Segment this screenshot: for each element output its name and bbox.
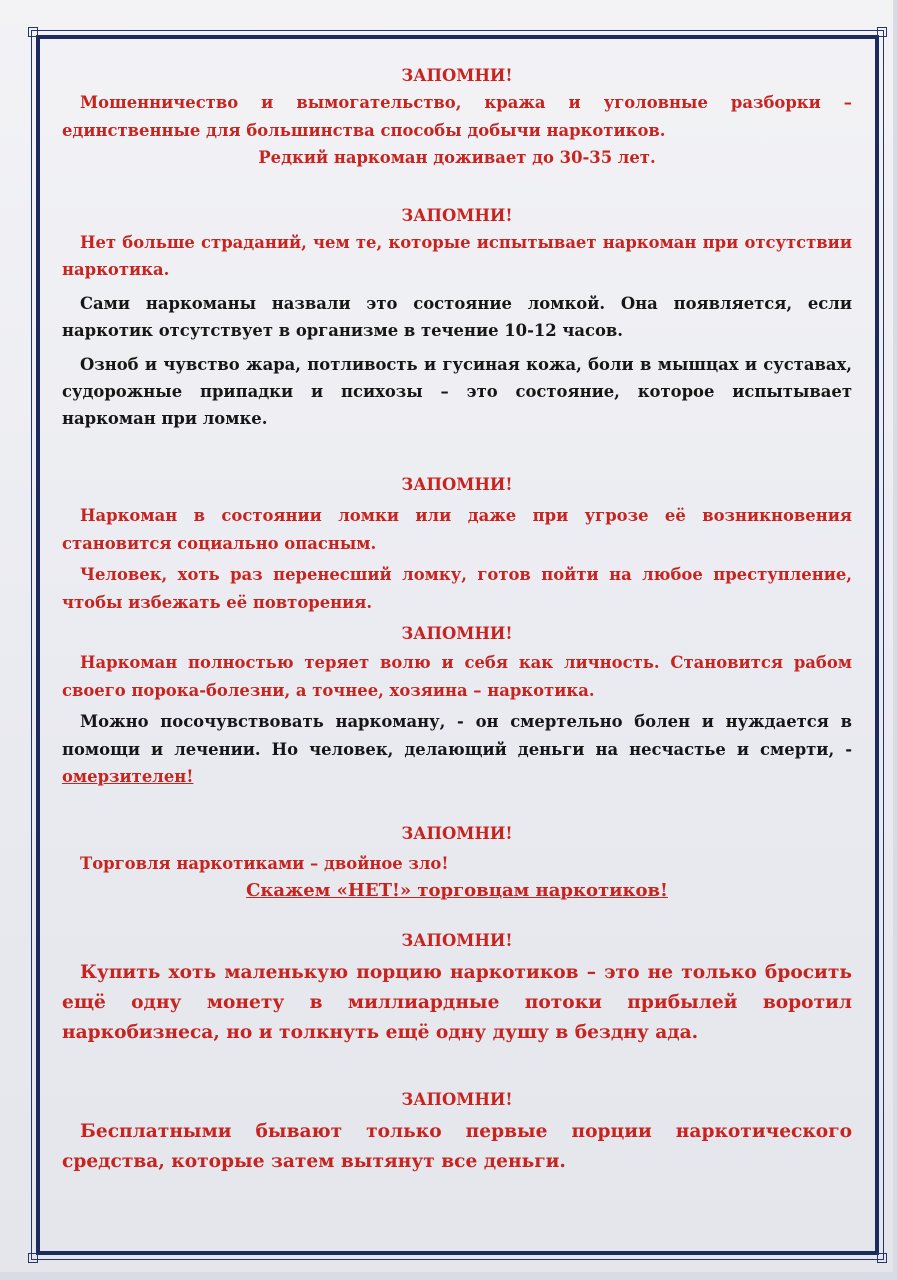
section-heading: ЗАПОМНИ! [401, 205, 513, 225]
symptoms-paragraph: Озноб и чувство жара, потливость и гусиная кожа, боли в мышцах и суставах, судорожные припадки и психозы – это состояние, которое испытывает наркоман при ломке. [62, 354, 852, 429]
lifespan-paragraph: Редкий наркоман доживает до 30-35 лет. [258, 148, 656, 168]
suffering-paragraph: Нет больше страданий, чем те, которые испытывает наркоман при отсутствии наркотика. [62, 233, 852, 280]
buying-paragraph: Купить хоть маленькую порцию наркотиков – это не только бросить ещё одну монету в миллиардные потоки прибылей воротил наркобизнеса, но и толкнуть ещё одну душу в бездну ада. [62, 961, 852, 1043]
sympathy-paragraph [62, 708, 852, 790]
corner-ornament [28, 1253, 38, 1263]
fraud-paragraph: Мошенничество и вымогательство, кража и уголовные разборки – единственные для большинства способы добычи наркотиков. [62, 93, 852, 140]
danger-paragraph: Наркоман в состоянии ломки или даже при угрозе её возникновения становится социально опасным. [62, 506, 852, 553]
double-evil-paragraph: Торговля наркотиками – двойное зло! [80, 853, 449, 873]
disgusting-word: омерзителен! [62, 766, 194, 786]
slogan: Скажем «НЕТ!» торговцам наркотиков! [246, 880, 668, 902]
section-heading: ЗАПОМНИ! [401, 623, 513, 643]
corner-ornament [877, 1253, 887, 1263]
sympathy-text: Можно посочувствовать наркоману, - он смертельно болен и нуждается в помощи и лечении. Но человек, делающий деньги на несчастье и смерти, - [62, 712, 852, 759]
section-heading: ЗАПОМНИ! [401, 1089, 513, 1109]
section-heading: ЗАПОМНИ! [401, 930, 513, 950]
will-paragraph: Наркоман полностью теряет волю и себя как личность. Становится рабом своего порока-болезни, а точнее, хозяина – наркотика. [62, 653, 852, 700]
withdrawal-paragraph: Сами наркоманы назвали это состояние ломкой. Она появляется, если наркотик отсутствует в организме в течение 10-12 часов. [62, 293, 852, 341]
crime-paragraph: Человек, хоть раз перенесший ломку, готов пойти на любое преступление, чтобы избежать её повторения. [62, 565, 852, 612]
section-heading: ЗАПОМНИ! [401, 824, 513, 844]
free-doses-paragraph: Бесплатными бывают только первые порции наркотического средства, которые затем вытянут все деньги. [62, 1121, 852, 1173]
poster-content [62, 62, 852, 1177]
corner-ornament [28, 27, 38, 37]
section-heading: ЗАПОМНИ! [401, 66, 513, 85]
section-heading: ЗАПОМНИ! [401, 474, 513, 494]
corner-ornament [877, 27, 887, 37]
